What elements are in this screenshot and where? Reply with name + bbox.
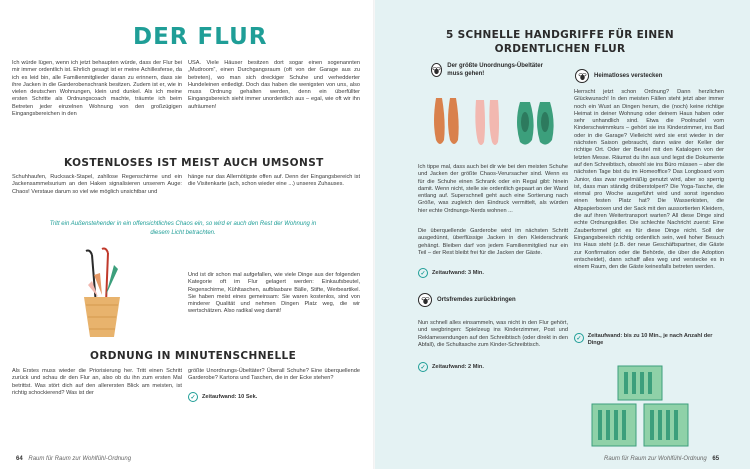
tip2-title: Ortsfremdes zurückbringen [437, 297, 516, 303]
tip3-title: Heimatloses verstecken [594, 73, 663, 79]
shoes-illustration [428, 92, 568, 150]
tip2-timer [418, 362, 484, 372]
tip1-title: Der größte Unordnungs-Übeltäter muss gehen! [447, 63, 543, 77]
tip3-text: Herrscht jetzt schon Ordnung? Dann herzlichen Glückwunsch! In den meisten Fällen steht jetzt aber immer noch ein Wust an Dingen herum, die (noch) keine richtige Heimat in deiner Wohnung oder deinem Haus haben oder sehr unhandlich sind. Etwa die Poolnudel vom Kinderschwimmkurs – gehört sie ins Kinderzimmer, ins Bad oder in die Garage? Vielleicht wird sie erst wieder in der nächsten Saison gebraucht, dann wäre der Keller der richtige Ort. Oder der Beutel mit den Katalogen von der letzten Messe. Räumst du ihn aus und legst die Dokumente auf den Schreibtisch, obwohl sie ins Büro müssen – aber die nächsten Tage bist du im Homeoffice? Das Longboard vom Junior, das zwar regelmäßig genutzt wird, aber so sperrig ist, dass man ständig drüberstolpert? Die Yoga-Tasche, die einmal pro Woche ausgeführt wird und sonst irgendwo einen festen Platz hat? Die Wasserkisten, die Altpapierboxen und der Sack mit den aussortierten Kleidern, die auf ihren Weitertransport warten? All diese Dinge sind echte Ordnungskiller. Die schlechte Nachricht zuerst: Eine Zauberformel gibt es für diese Dinge nicht. Soll der Eingangsbereich richtig ordentlich sein, weil hoher Besuch ins Haus steht (z.B. der neue Geschäftspartner, die Gäste zur Konfirmation oder die Behörde, die über die Adoption entscheidet), dann schaff alles weg und verstecke es in einem Raum, den die Gäste keinesfalls betreten werden. [574, 89, 724, 271]
footer-left [12, 456, 131, 462]
timer-icon: ✓ [574, 333, 584, 343]
intro-col-2: USA. Viele Häuser besitzen dort sogar einen sogenannten „Mudroom“, einen Durchgangsraum (oft von der Garage aus zu betreten), wo man sich dreckiger Schuhe und verhedderter Hundeleinen entledigt. Doch das haben die wenigsten von uns, also muss Ordnung gehalten werden, denn ein überfüllter Eingangsbereich sieht immer unordentlich aus – egal, wie oft wir ihn aufräumen! [188, 60, 360, 110]
order-col-2: größte Unordnungs-Übeltäter? Überall Schuhe? Eine überquellende Garderobe? Kartons und Taschen, die in der Ecke stehen? [188, 368, 360, 382]
heading-free: KOSTENLOSES IST MEIST AUCH UMSONST [64, 157, 324, 169]
tip1-timer-label: Zeitaufwand: 3 Min. [432, 270, 484, 276]
bee-icon [418, 293, 432, 307]
order-timer-label: Zeitaufwand: 10 Sek. [202, 394, 258, 400]
tip2-header [418, 293, 516, 307]
order-timer [188, 392, 257, 402]
tip1-text: Ich tippe mal, dass auch bei dir wie bei den meisten Schuhe und Jacken der größte Chaos-Verursacher sind. Wenn es für die Schuhe einen Schrank oder ein Regal gibt: hinein damit. Wenn nicht, stelle sie ordentlich gepaart an der Wand entlang auf. Superschnell geht auch eine Sortierung nach Größe, was zugleich den Eindruck vermittelt, als würden hier echte Ordnungs-Nerds wohnen ... [418, 164, 568, 214]
intro-col-1: Ich würde lügen, wenn ich jetzt behaupten würde, dass der Flur bei mir immer ordentlich ist. Ehrlich gesagt ist er meine Achillesferse, da ich es leid bin, alle Familienmitglieder daran zu erinnern, dass sie ihre Jacken in die Garderobenschrank besitzen. Zudem ist er, wie in vielen deutschen Wohnungen, klein und dunkel. Als ich meine ersten Schritte als Ordnungscoach machte, träumte ich beim Betreten jeder einzelnen Wohnung von den großzügigen Eingangsbereichen in den [12, 60, 182, 118]
page-number: 64 [16, 456, 23, 462]
umbrella-text: Und ist dir schon mal aufgefallen, wie viele Dinge aus der folgenden Kategorie oft im Flur gelagert werden: Einkaufsbeutel, Regenschirme, Kühltaschen, aufblasbare Bälle, Stifte, Werbeartikel. Sie haben meist eines gemeinsam: Sie waren kostenlos, sind von minderer Qualität und nehmen Dingen Platz weg, die wir wertschätzen. Also radikal weg damit! [188, 272, 360, 315]
tip2-timer-label: Zeitaufwand: 2 Min. [432, 364, 484, 370]
umbrella-basket-illustration [62, 245, 142, 340]
free-col-2: hänge nur das Allernötigste offen auf. Denn der Eingangsbereich ist die Visitenkarte (ach, schon wieder eine ...) unseres Zuhauses. [188, 174, 360, 188]
footer-text: Raum für Raum zur Wohlfühl-Ordnung [604, 456, 707, 462]
tip1-header [431, 62, 551, 78]
bee-icon [431, 63, 442, 77]
timer-icon: ✓ [418, 268, 428, 278]
page-number: 65 [712, 456, 720, 462]
timer-icon: ✓ [418, 362, 428, 372]
free-col-1: Schuhhaufen, Rucksack-Stapel, zahllose Regenschirme und ein Jackensammelsurium an den Haken signalisieren unserem Auge: Chaos! Verstaue darum so viel wie möglich unsichtbar und [12, 174, 182, 195]
tip1-text-2: Die überquellende Garderobe wird im nächsten Schritt ausgedünnt, überflüssige Jacken in den Kleiderschrank gehängt. Bleiben darf von jedem Familienmitglied nur ein Teil – der Rest bleibt frei für die Jacken der Gäste. [418, 228, 568, 256]
footer-right [604, 456, 723, 462]
pull-quote: Tritt ein Außenstehender in ein offensichtliches Chaos ein, so wird er auch den Rest der Wohnung in diesem Licht betrachten. [49, 221, 317, 236]
crates-illustration [588, 362, 708, 450]
tip3-header [575, 69, 662, 83]
tip1-timer [418, 268, 484, 278]
right-heading: 5 SCHNELLE HANDGRIFFE FÜR EINEN ORDENTLICHEN FLUR [446, 29, 674, 55]
tip2-text: Nun schnell alles einsammeln, was nicht in den Flur gehört, und wegbringen: Spielzeug ins Kinderzimmer, Post und Reklamesendungen auf den Schreibtisch (oder direkt in den Abfall), die Schultasche zum Kinder-Schreibtisch. [418, 320, 568, 348]
heading-order: ORDNUNG IN MINUTENSCHNELLE [90, 350, 297, 362]
order-col-1: Als Erstes muss wieder die Priorisierung her. Tritt einen Schritt zurück und schau dir den Flur an, also ob du ihn zum ersten Mal betrittst. Was stört dich auf den allerersten Blick am meisten, ist richtig schockierend? Was ist der [12, 368, 182, 396]
bee-icon [575, 69, 589, 83]
tip3-timer-label: Zeitaufwand: bis zu 10 Min., je nach Anzahl der Dinge [587, 333, 713, 346]
tip3-timer [574, 333, 724, 347]
timer-icon: ✓ [188, 392, 198, 402]
page-title: DER FLUR [133, 24, 268, 50]
footer-text: Raum für Raum zur Wohlfühl-Ordnung [28, 456, 132, 462]
